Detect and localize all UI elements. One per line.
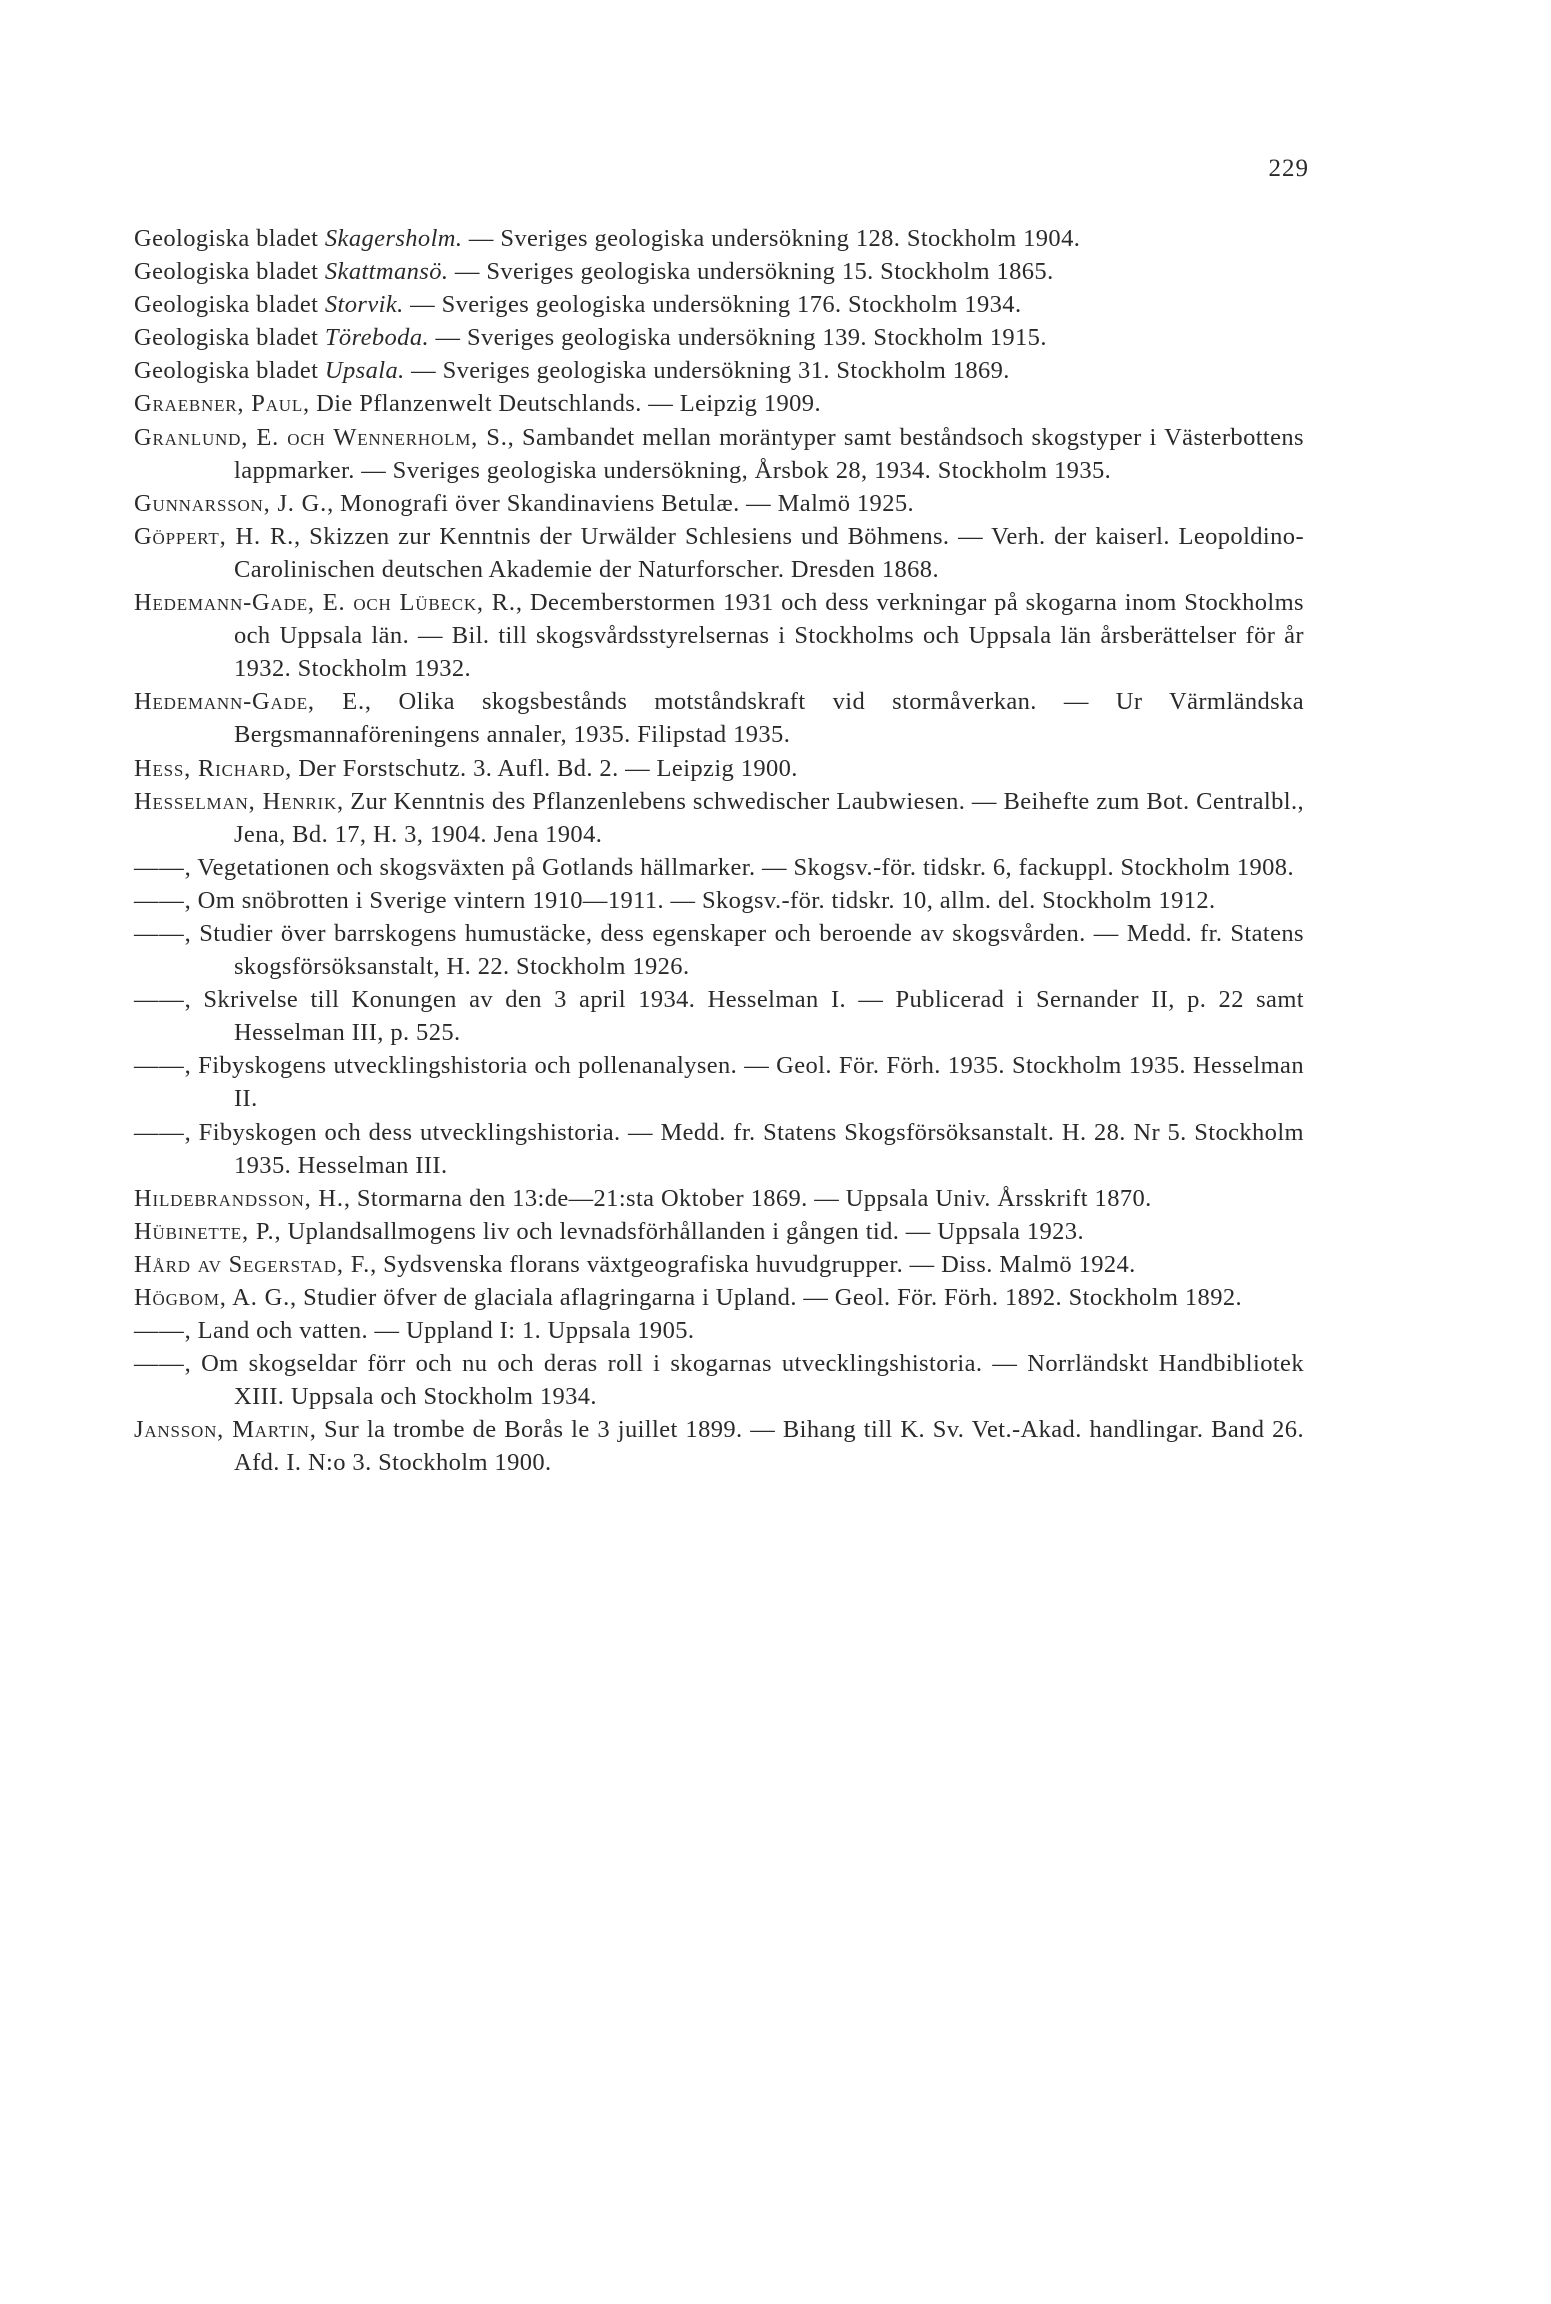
entry-separator: , <box>303 390 317 418</box>
bibliography-entry <box>134 1347 1304 1413</box>
bibliography-entry <box>134 520 1304 586</box>
bibliography-entry <box>134 1116 1304 1182</box>
entry-italic-title: Skagersholm. <box>324 225 463 252</box>
entry-author: Jansson, Martin <box>134 1416 310 1444</box>
entry-author: —— <box>134 986 185 1014</box>
entry-text: Studier över barrskogens humustäcke, dess egenskaper och beroende av skogsvården. — Medd. fr. Statens skogsförsöksanstalt, H. 22. Stockholm 1926. <box>199 919 1304 981</box>
entry-separator: , <box>184 986 204 1014</box>
entry-separator: , <box>309 1416 324 1444</box>
entry-prefix: Geologiska bladet <box>134 291 325 319</box>
entry-text: Fibyskogens utvecklingshistoria och pollenanalysen. — Geol. För. Förh. 1935. Stockholm 1935. Hesselman II. <box>198 1052 1304 1113</box>
entry-text: Fibyskogen och dess utvecklingshistoria. — Medd. fr. Statens Skogsförsöksanstalt. H. 28. Nr 5. Stockholm 1935. Hesselman III. <box>198 1118 1304 1179</box>
bibliography-list <box>134 222 1304 1480</box>
entry-prefix: Geologiska bladet <box>134 258 325 286</box>
bibliography-entry <box>134 222 1304 255</box>
bibliography-entry <box>134 1281 1304 1314</box>
bibliography-entry <box>134 354 1304 387</box>
entry-author: Granlund, E. och Wennerholm, S. <box>134 423 508 451</box>
entry-italic-title: Storvik. <box>324 291 404 319</box>
entry-text: Die Pflanzenwelt Deutschlands. — Leipzig 1909. <box>316 390 821 418</box>
bibliography-entry <box>134 1215 1304 1248</box>
bibliography-entry <box>134 1314 1304 1347</box>
entry-text: Monografi över Skandinaviens Betulæ. — Malmö 1925. <box>340 489 915 517</box>
entry-text: — Sveriges geologiska undersökning 15. Stockholm 1865. <box>448 258 1054 286</box>
entry-author: —— <box>134 919 185 947</box>
entry-prefix: Geologiska bladet <box>134 324 325 352</box>
entry-author: Graebner, Paul <box>134 390 304 418</box>
entry-author: —— <box>134 1317 185 1345</box>
entry-italic-title: Töreboda. <box>324 324 430 352</box>
entry-separator: , <box>184 1317 198 1345</box>
entry-author: Hesselman, Henrik <box>134 787 338 815</box>
entry-text: Decemberstormen 1931 och dess verkningar på skogarna inom Stockholms och Uppsala län. — Bil. till skogsvårdsstyrelsernas i Stockholms och Uppsala län årsberättelser för år 1932. Stockholm 1932. <box>234 589 1304 683</box>
entry-text: Vegetationen och skogsväxten på Gotlands hällmarker. — Skogsv.-för. tidskr. 6, fackuppl. Stockholm 1908. <box>197 853 1294 881</box>
page-number: 229 <box>1268 155 1309 182</box>
entry-separator: , <box>285 754 299 782</box>
entry-separator: , <box>343 1184 357 1212</box>
entry-author: —— <box>134 1052 185 1080</box>
bibliography-entry <box>134 752 1304 785</box>
entry-text: Uplandsallmogens liv och levnadsförhållanden i gången tid. — Uppsala 1923. <box>287 1217 1084 1245</box>
entry-author: Hildebrandsson, H. <box>134 1184 344 1212</box>
entry-text: Skizzen zur Kenntnis der Urwälder Schlesiens und Böhmens. — Verh. der kaiserl. Leopoldino-Carolinischen deutschen Akademie der Naturforscher. Dresden 1868. <box>234 522 1304 583</box>
entry-author: Hård av Segerstad, F. <box>134 1250 371 1278</box>
entry-author: —— <box>134 853 185 881</box>
entry-author: Hübinette, P. <box>134 1217 275 1245</box>
entry-separator: , <box>327 489 341 517</box>
entry-separator: , <box>290 1284 304 1311</box>
entry-separator: , <box>274 1217 288 1245</box>
entry-author: Gunnarsson, J. G. <box>134 489 328 517</box>
entry-author: —— <box>134 1118 185 1146</box>
entry-author: —— <box>134 886 185 914</box>
bibliography-entry <box>134 917 1304 983</box>
entry-prefix: Geologiska bladet <box>134 225 325 252</box>
entry-author: —— <box>134 1350 185 1378</box>
bibliography-entry <box>134 1182 1304 1215</box>
bibliography-entry <box>134 851 1304 884</box>
entry-text: Sambandet mellan moräntyper samt beståndsoch skogstyper i Västerbottens lappmarker. — Sveriges geologiska undersökning, Årsbok 28, 1934. Stockholm 1935. <box>234 423 1304 484</box>
bibliography-entry <box>134 487 1304 520</box>
entry-separator: , <box>370 1250 384 1278</box>
entry-author: Hedemann-Gade, E. <box>134 688 365 716</box>
entry-text: Skrivelse till Konungen av den 3 april 1934. Hesselman I. — Publicerad i Sernander II, p. 22 samt Hesselman III, p. 525. <box>203 986 1304 1047</box>
entry-text: — Sveriges geologiska undersökning 176. Stockholm 1934. <box>403 291 1022 319</box>
entry-text: Olika skogsbestånds motståndskraft vid stormåverkan. — Ur Värmländska Bergsmannaföreningens annaler, 1935. Filipstad 1935. <box>234 688 1304 749</box>
entry-separator: , <box>515 589 530 617</box>
entry-separator: , <box>184 853 198 881</box>
bibliography-entry <box>134 321 1304 354</box>
entry-text: Om snöbrotten i Sverige vintern 1910—1911. — Skogsv.-för. tidskr. 10, allm. del. Stockholm 1912. <box>197 886 1216 914</box>
bibliography-entry <box>134 586 1304 685</box>
entry-author: Högbom, A. G. <box>134 1284 291 1311</box>
entry-author: Göppert, H. R. <box>134 522 295 550</box>
entry-author: Hedemann-Gade, E. och Lübeck, R. <box>134 589 516 617</box>
bibliography-entry <box>134 685 1304 751</box>
bibliography-entry <box>134 785 1304 851</box>
bibliography-entry <box>134 1049 1304 1115</box>
entry-text: — Sveriges geologiska undersökning 31. Stockholm 1869. <box>404 357 1010 385</box>
bibliography-entry <box>134 288 1304 321</box>
entry-separator: , <box>184 886 198 914</box>
entry-separator: , <box>184 1052 199 1080</box>
entry-separator: , <box>294 522 310 550</box>
entry-separator: , <box>184 919 200 947</box>
entry-text: Zur Kenntnis des Pflanzenlebens schwedischer Laubwiesen. — Beihefte zum Bot. Centralbl., Jena, Bd. 17, H. 3, 1904. Jena 1904. <box>234 787 1304 848</box>
entry-text: — Sveriges geologiska undersökning 139. Stockholm 1915. <box>429 324 1047 352</box>
entry-text: Der Forstschutz. 3. Aufl. Bd. 2. — Leipzig 1900. <box>298 754 798 782</box>
bibliography-entry <box>134 884 1304 917</box>
entry-text: Sydsvenska florans växtgeografiska huvudgrupper. — Diss. Malmö 1924. <box>383 1250 1136 1278</box>
bibliography-entry <box>134 387 1304 420</box>
entry-separator: , <box>184 1118 199 1146</box>
bibliography-entry <box>134 1413 1304 1479</box>
bibliography-entry <box>134 421 1304 487</box>
entry-text: — Sveriges geologiska undersökning 128. Stockholm 1904. <box>462 225 1081 252</box>
entry-text: Land och vatten. — Uppland I: 1. Uppsala 1905. <box>197 1317 695 1345</box>
entry-author: Hess, Richard <box>134 754 286 782</box>
entry-text: Sur la trombe de Borås le 3 juillet 1899. — Bihang till K. Sv. Vet.-Akad. handlingar. Band 26. Afd. I. N:o 3. Stockholm 1900. <box>234 1416 1304 1477</box>
entry-text: Studier öfver de glaciala aflagringarna i Upland. — Geol. För. Förh. 1892. Stockholm 1892. <box>303 1284 1243 1311</box>
entry-separator: , <box>337 787 351 815</box>
entry-text: Stormarna den 13:de—21:sta Oktober 1869. — Uppsala Univ. Årsskrift 1870. <box>356 1184 1152 1212</box>
entry-italic-title: Skattmansö. <box>324 258 449 286</box>
entry-separator: , <box>507 423 522 451</box>
bibliography-entry <box>134 255 1304 288</box>
entry-separator: , <box>364 688 399 716</box>
entry-prefix: Geologiska bladet <box>134 357 325 385</box>
entry-italic-title: Upsala. <box>324 357 405 385</box>
bibliography-entry <box>134 1248 1304 1281</box>
bibliography-entry <box>134 983 1304 1049</box>
entry-separator: , <box>184 1350 202 1378</box>
entry-text: Om skogseldar förr och nu och deras roll i skogarnas utvecklingshistoria. — Norrländskt Handbibliotek XIII. Uppsala och Stockholm 1934. <box>201 1350 1304 1411</box>
